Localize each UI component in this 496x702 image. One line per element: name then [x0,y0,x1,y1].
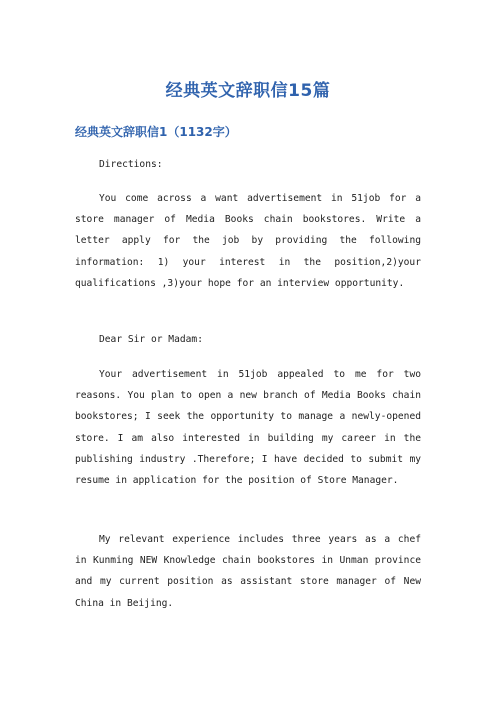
document-title: 经典英文辞职信15篇 [165,81,331,101]
paragraph-directions: Directions: [99,159,163,170]
paragraph-salutation: Dear Sir or Madam: [99,334,203,345]
paragraph-experience: My relevant experience includes three years as a chef in Kunming NEW Knowledge chain bookstores in Unman province and my current position as assistant store manager of New China in Beijing. [75,534,421,609]
section-heading: 经典英文辞职信1（1132字） [75,125,237,139]
paragraph-reasons: Your advertisement in 51job appealed to me for two reasons. You plan to open a new branch of Media Books chain bookstores; I seek the opportunity to manage a newly-opened store. I am also interested in building my career in the publishing industry .Therefore; I have decided to submit my resume in application for the position of Store Manager. [75,369,421,487]
paragraph-prompt: You come across a want advertisement in 51job for a store manager of Media Books chain bookstores. Write a letter apply for the job by providing the following information: 1) your interest in the position,2)your qualifications ,3)your hope for an interview opportunity. [75,193,421,289]
